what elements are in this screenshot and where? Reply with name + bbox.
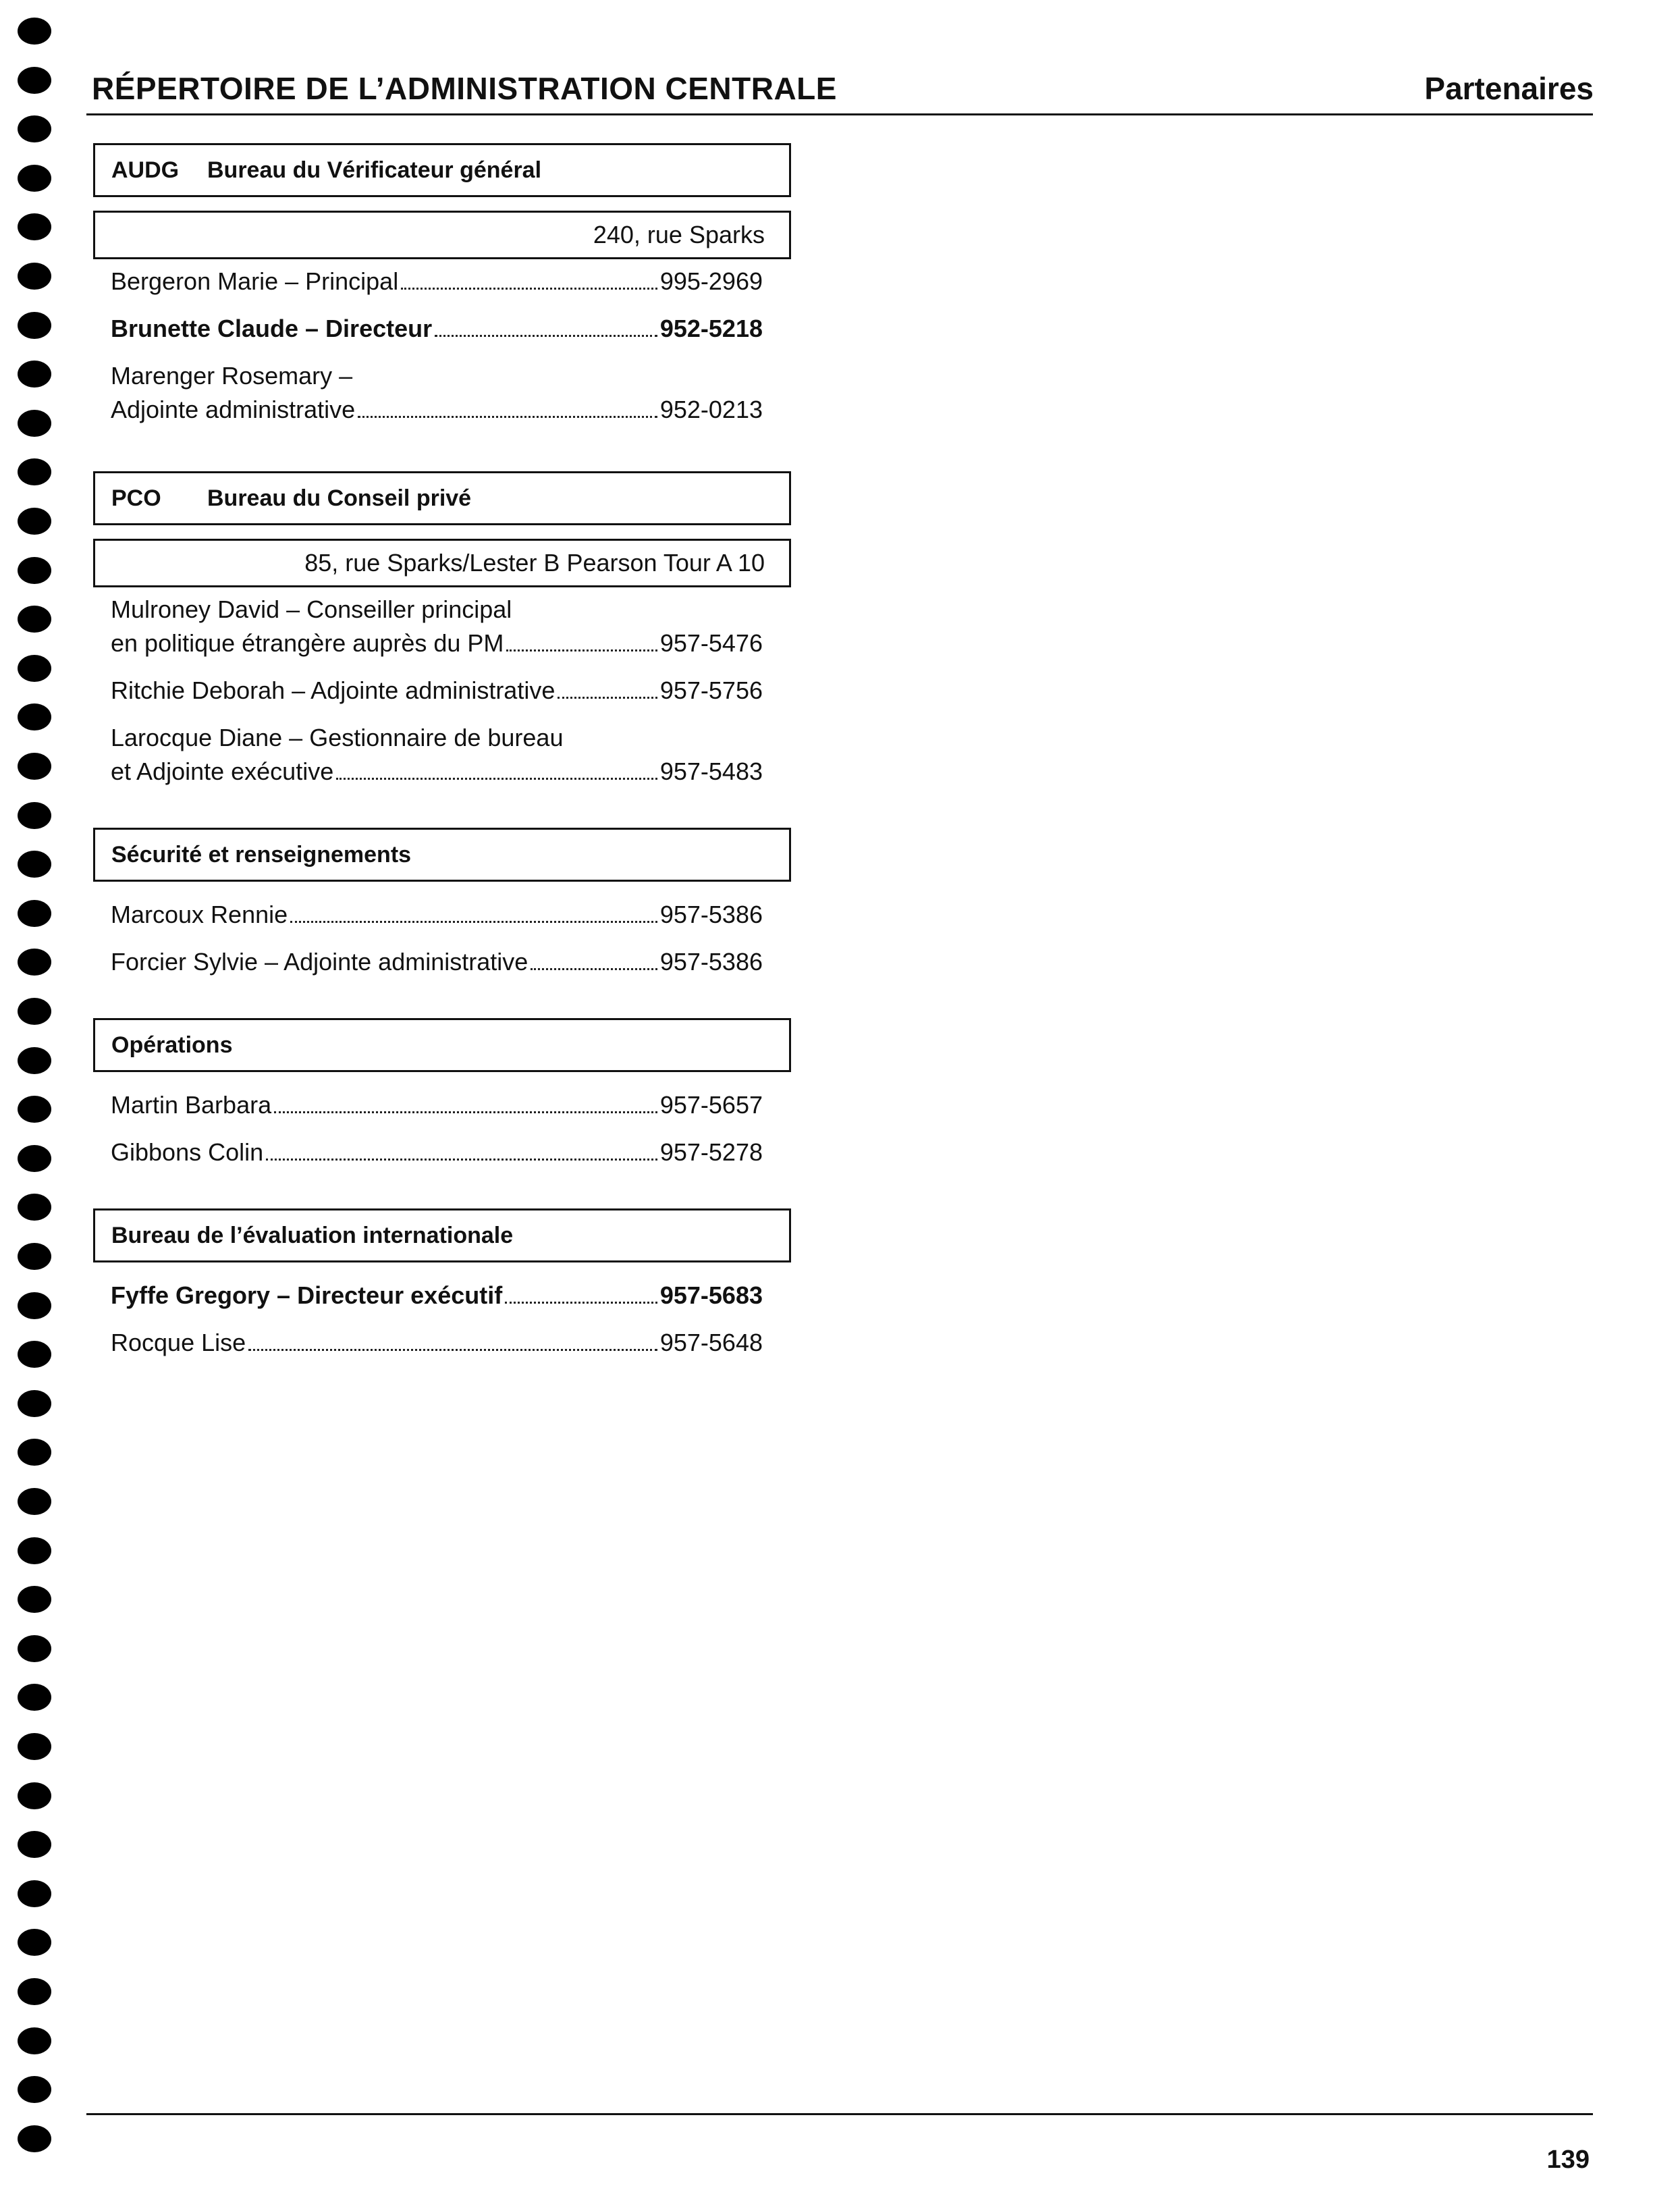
entry-list — [93, 898, 791, 979]
binding-hole — [18, 1880, 51, 1907]
binding-hole — [18, 1439, 51, 1466]
header-rule — [86, 113, 1593, 115]
directory-section — [93, 143, 791, 427]
binding-hole — [18, 213, 51, 240]
entry-name-line: Mulroney David – Conseiller principal — [111, 595, 512, 623]
entry-list — [93, 1088, 791, 1169]
binding-hole — [18, 998, 51, 1025]
binding-hole — [18, 703, 51, 730]
section-address: 85, rue Sparks/Lester B Pearson Tour A 10 — [93, 539, 791, 587]
entry-text: Bergeron Marie – Principal — [111, 267, 399, 295]
entry-phone: 957-5278 — [659, 1138, 763, 1166]
entry-line — [111, 898, 763, 932]
entry-text: et Adjointe exécutive — [111, 757, 334, 785]
dot-leader — [401, 288, 657, 290]
dot-leader — [336, 778, 657, 780]
binding-hole — [18, 18, 51, 45]
dot-leader — [248, 1349, 657, 1351]
section-name: Opérations — [111, 1032, 233, 1058]
dot-leader — [358, 416, 657, 418]
entry-list — [93, 1279, 791, 1360]
binding-hole — [18, 1684, 51, 1711]
dot-leader — [274, 1111, 657, 1113]
entry-line — [111, 674, 763, 708]
entry-text: Adjointe administrative — [111, 396, 356, 423]
directory-entry — [93, 945, 791, 979]
entry-line — [111, 945, 763, 979]
entry-phone: 957-5386 — [659, 901, 763, 928]
section-name: Bureau du Vérificateur général — [207, 157, 542, 183]
page-title: RÉPERTOIRE DE L’ADMINISTRATION CENTRALE — [92, 71, 837, 106]
dot-leader — [531, 968, 657, 970]
entry-name-line: Marenger Rosemary – — [111, 362, 353, 390]
dot-leader — [558, 697, 657, 699]
binding-hole — [18, 1488, 51, 1515]
entry-text: Gibbons Colin — [111, 1138, 264, 1166]
binding-hole — [18, 1635, 51, 1662]
entry-name-line: Larocque Diane – Gestionnaire de bureau — [111, 724, 564, 751]
binding-hole — [18, 1733, 51, 1760]
binding-hole — [18, 115, 51, 142]
entry-line — [111, 312, 763, 346]
section-name: Bureau du Conseil privé — [207, 485, 472, 511]
binding-hole — [18, 557, 51, 584]
binding-hole — [18, 851, 51, 878]
binding-hole — [18, 1243, 51, 1270]
binding-hole — [18, 1390, 51, 1417]
dot-leader — [290, 921, 657, 923]
binding-hole — [18, 606, 51, 633]
entry-text: Marcoux Rennie — [111, 901, 288, 928]
binding-hole — [18, 1978, 51, 2005]
section-heading — [93, 471, 791, 525]
binding-hole — [18, 949, 51, 976]
entry-phone: 957-5476 — [659, 629, 763, 657]
binding-hole — [18, 1292, 51, 1319]
section-heading — [93, 1208, 791, 1262]
section-label: Partenaires — [1424, 71, 1594, 106]
binding-hole — [18, 1341, 51, 1368]
directory-column — [93, 143, 791, 1360]
directory-section — [93, 1018, 791, 1169]
directory-entry — [93, 1136, 791, 1169]
entry-phone: 952-5218 — [659, 315, 763, 342]
section-heading — [93, 143, 791, 197]
page-number: 139 — [1546, 2146, 1590, 2174]
section-name: Sécurité et renseignements — [111, 841, 412, 868]
entry-text: Martin Barbara — [111, 1091, 272, 1119]
directory-entry — [93, 265, 791, 298]
directory-section — [93, 828, 791, 979]
binding-hole — [18, 458, 51, 485]
entry-line — [111, 1088, 763, 1122]
dot-leader — [435, 335, 657, 337]
entry-line — [111, 1326, 763, 1360]
directory-section — [93, 1208, 791, 1360]
binding-hole — [18, 67, 51, 94]
entry-phone: 957-5386 — [659, 948, 763, 976]
binding-hole — [18, 1145, 51, 1172]
entry-text: en politique étrangère auprès du PM — [111, 629, 504, 657]
section-code: AUDG — [111, 157, 180, 183]
section-address: 240, rue Sparks — [93, 211, 791, 259]
binding-hole — [18, 410, 51, 437]
binding-hole — [18, 1194, 51, 1221]
dot-leader — [505, 1302, 657, 1304]
binding-hole — [18, 753, 51, 780]
entry-phone: 957-5683 — [659, 1281, 763, 1309]
binding-hole — [18, 1537, 51, 1564]
directory-entry — [93, 1326, 791, 1360]
section-heading — [93, 1018, 791, 1072]
entry-text: Forcier Sylvie – Adjointe administrative — [111, 948, 529, 976]
entry-list — [93, 265, 791, 427]
binding-hole — [18, 165, 51, 192]
binding-hole — [18, 361, 51, 388]
directory-entry — [93, 1088, 791, 1122]
directory-entry — [93, 1279, 791, 1312]
entry-line — [111, 1279, 763, 1312]
directory-entry — [93, 898, 791, 932]
entry-phone: 957-5483 — [659, 757, 763, 785]
directory-entry — [93, 359, 791, 427]
directory-entry — [93, 312, 791, 346]
directory-entry — [93, 674, 791, 708]
section-name: Bureau de l’évaluation internationale — [111, 1222, 514, 1248]
binding-hole — [18, 1047, 51, 1074]
entry-text: Fyffe Gregory – Directeur exécutif — [111, 1281, 503, 1309]
entry-line — [111, 393, 763, 427]
directory-entry — [93, 721, 791, 789]
spiral-binding — [18, 18, 53, 2205]
binding-hole — [18, 802, 51, 829]
entry-phone: 957-5648 — [659, 1329, 763, 1356]
dot-leader — [266, 1159, 657, 1161]
binding-hole — [18, 312, 51, 339]
binding-hole — [18, 508, 51, 535]
entry-text: Rocque Lise — [111, 1329, 246, 1356]
binding-hole — [18, 2125, 51, 2152]
binding-hole — [18, 655, 51, 682]
dot-leader — [506, 649, 657, 651]
directory-entry — [93, 593, 791, 660]
section-code: PCO — [111, 485, 161, 511]
binding-hole — [18, 1929, 51, 1956]
footer-rule — [86, 2113, 1593, 2115]
entry-text: Brunette Claude – Directeur — [111, 315, 433, 342]
entry-line — [111, 755, 763, 789]
binding-hole — [18, 2027, 51, 2054]
entry-phone: 957-5756 — [659, 676, 763, 704]
binding-hole — [18, 900, 51, 927]
entry-phone: 952-0213 — [659, 396, 763, 423]
binding-hole — [18, 2076, 51, 2103]
binding-hole — [18, 1831, 51, 1858]
entry-phone: 995-2969 — [659, 267, 763, 295]
binding-hole — [18, 1586, 51, 1613]
entry-line — [111, 265, 763, 298]
entry-list — [93, 593, 791, 789]
entry-phone: 957-5657 — [659, 1091, 763, 1119]
entry-line — [111, 1136, 763, 1169]
entry-text: Ritchie Deborah – Adjointe administrative — [111, 676, 556, 704]
binding-hole — [18, 1096, 51, 1123]
entry-line — [111, 627, 763, 660]
section-heading — [93, 828, 791, 882]
binding-hole — [18, 1782, 51, 1809]
directory-section — [93, 471, 791, 789]
binding-hole — [18, 263, 51, 290]
